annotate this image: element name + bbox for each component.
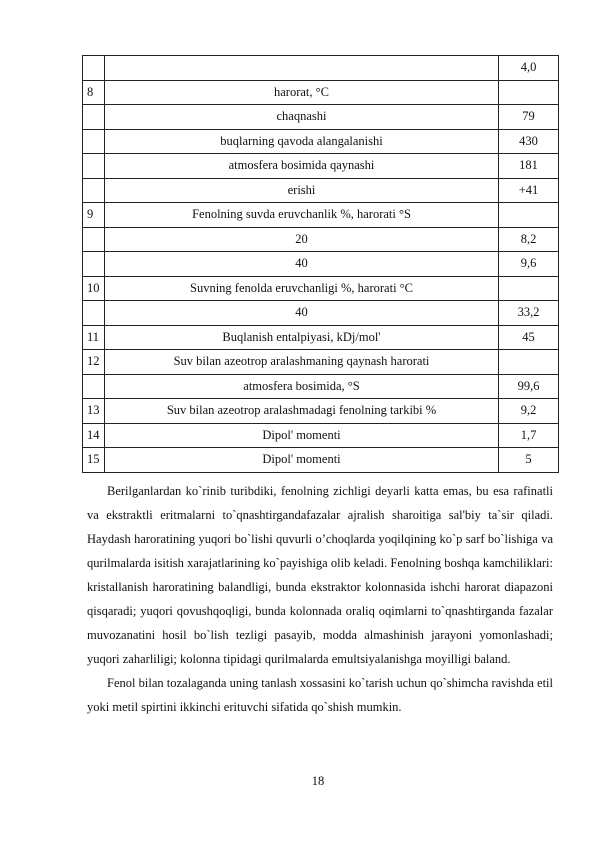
row-number-cell xyxy=(83,129,105,154)
row-number-cell: 11 xyxy=(83,325,105,350)
row-number-cell xyxy=(83,154,105,179)
property-cell: Suv bilan azeotrop aralashmaning qaynash harorati xyxy=(105,350,499,375)
table-row xyxy=(83,350,559,375)
value-cell: 79 xyxy=(499,105,559,130)
body-text xyxy=(87,479,553,719)
table-row xyxy=(83,129,559,154)
row-number-cell xyxy=(83,56,105,81)
table-row xyxy=(83,252,559,277)
property-cell: Fenolning suvda eruvchanlik %, harorati °S xyxy=(105,203,499,228)
table-row xyxy=(83,423,559,448)
row-number-cell xyxy=(83,301,105,326)
row-number-cell: 10 xyxy=(83,276,105,301)
table-row xyxy=(83,105,559,130)
row-number-cell xyxy=(83,105,105,130)
property-cell: Dipol' momenti xyxy=(105,448,499,473)
table-row xyxy=(83,227,559,252)
value-cell: 8,2 xyxy=(499,227,559,252)
property-cell: 40 xyxy=(105,301,499,326)
row-number-cell xyxy=(83,374,105,399)
value-cell: 9,6 xyxy=(499,252,559,277)
table-row xyxy=(83,374,559,399)
value-cell: 181 xyxy=(499,154,559,179)
row-number-cell xyxy=(83,252,105,277)
property-cell: erishi xyxy=(105,178,499,203)
row-number-cell xyxy=(83,178,105,203)
page-number: 18 xyxy=(311,774,325,788)
paragraph-2: Fenol bilan tozalaganda uning tanlash xossasini ko`tarish uchun qo`shimcha ravishda etil yoki metil spirtini ikkinchi erituvchi sifatida qo`shish mumkin. xyxy=(87,676,553,714)
row-number-cell: 12 xyxy=(83,350,105,375)
property-cell: Suv bilan azeotrop aralashmadagi fenolning tarkibi % xyxy=(105,399,499,424)
value-cell: 45 xyxy=(499,325,559,350)
row-number-cell: 9 xyxy=(83,203,105,228)
table-row xyxy=(83,301,559,326)
properties-table-body xyxy=(83,56,559,473)
property-cell: atmosfera bosimida, °S xyxy=(105,374,499,399)
value-cell: 99,6 xyxy=(499,374,559,399)
property-cell: 20 xyxy=(105,227,499,252)
value-cell xyxy=(499,276,559,301)
property-cell: atmosfera bosimida qaynashi xyxy=(105,154,499,179)
value-cell: 430 xyxy=(499,129,559,154)
table-row xyxy=(83,325,559,350)
row-number-cell xyxy=(83,227,105,252)
table-row xyxy=(83,203,559,228)
row-number-cell: 15 xyxy=(83,448,105,473)
table-row xyxy=(83,448,559,473)
row-number-cell: 8 xyxy=(83,80,105,105)
property-cell: harorat, °C xyxy=(105,80,499,105)
table-row xyxy=(83,80,559,105)
value-cell: 1,7 xyxy=(499,423,559,448)
row-number-cell: 13 xyxy=(83,399,105,424)
value-cell: 33,2 xyxy=(499,301,559,326)
table-row xyxy=(83,276,559,301)
property-cell: 40 xyxy=(105,252,499,277)
value-cell: +41 xyxy=(499,178,559,203)
table-row xyxy=(83,178,559,203)
value-cell: 5 xyxy=(499,448,559,473)
table-row xyxy=(83,56,559,81)
property-cell: Buqlanish entalpiyasi, kDj/mol' xyxy=(105,325,499,350)
value-cell xyxy=(499,350,559,375)
property-cell: chaqnashi xyxy=(105,105,499,130)
paragraph-1: Berilganlardan ko`rinib turibdiki, fenolning zichligi deyarli katta emas, bu esa rafinatli va ekstraktli eritmalarni to`qnashtirgandafazalar ajralish sharoitiga sal'biy ta`sir qiladi. Haydash haroratining yuqori bo`lishi quvurli o’choqlarda yoqilqining ko`p sarf bo`lishiga va qurilmalarda isitish xarajatlarining ko`payishiga olib keladi. Fenolning boshqa kamchiliklari: kristallanish haroratining balandligi, bunda ekstraktor kolonnasida ishchi harorat diapazoni qisqaradi; yuqori qovushqoqligi, bunda kolonnada oraliq oqimlarni to`qnashtirganda fazalar muvozanatini hosil bo`lish tezligi pasayib, modda almashinish jarayoni yomonlashadi; yuqori zaharliligi; kolonna tipidagi qurilmalarda emultsiyalanishga moyilligi baland. xyxy=(87,484,553,666)
table-row xyxy=(83,399,559,424)
row-number-cell: 14 xyxy=(83,423,105,448)
property-cell xyxy=(105,56,499,81)
property-cell: Dipol' momenti xyxy=(105,423,499,448)
value-cell: 4,0 xyxy=(499,56,559,81)
value-cell xyxy=(499,80,559,105)
value-cell: 9,2 xyxy=(499,399,559,424)
value-cell xyxy=(499,203,559,228)
property-cell: buqlarning qavoda alangalanishi xyxy=(105,129,499,154)
table-row xyxy=(83,154,559,179)
properties-table xyxy=(82,55,559,473)
property-cell: Suvning fenolda eruvchanligi %, harorati °C xyxy=(105,276,499,301)
